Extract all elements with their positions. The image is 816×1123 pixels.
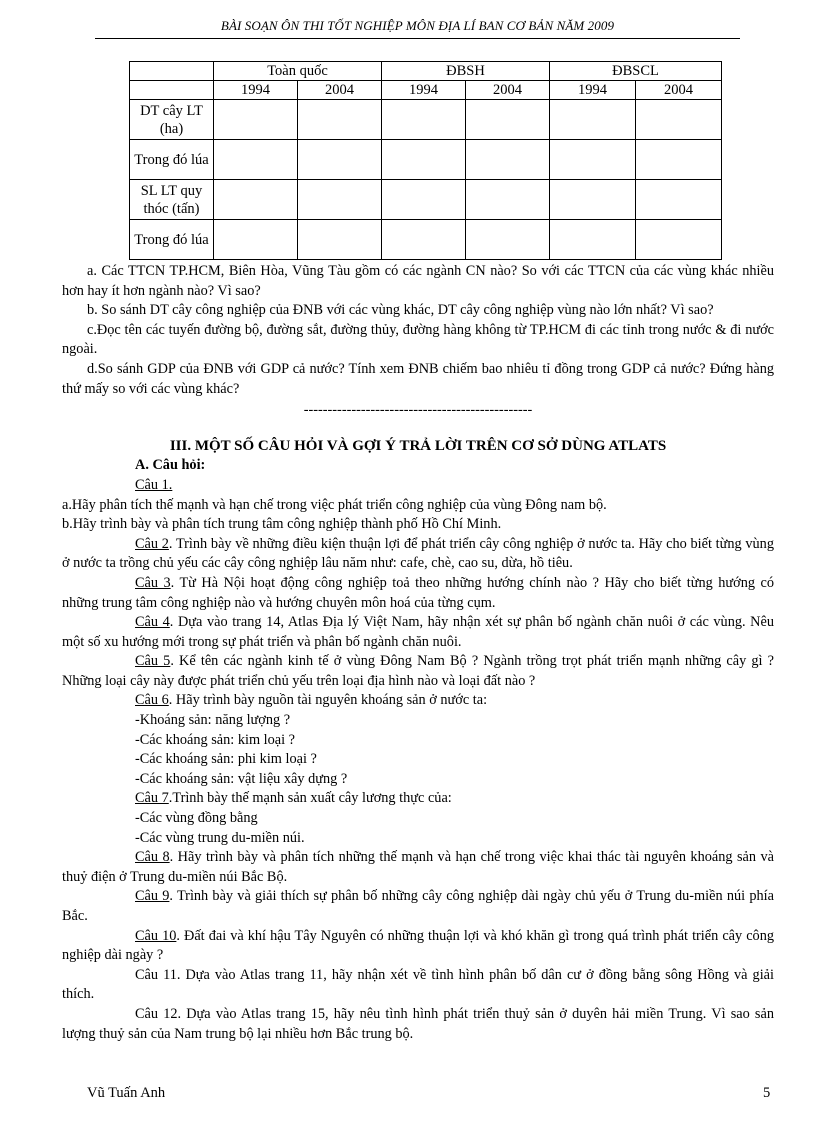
table-row (130, 180, 722, 220)
table-cell (214, 220, 298, 260)
question-1-a: a.Hãy phân tích thế mạnh và hạn chế trong việc phát triển công nghiệp của vùng Đông nam bộ. (62, 496, 607, 513)
question-9-text: . Trình bày và giải thích sự phân bố những cây công nghiệp dài ngày chủ yếu ở Trung du-miền núi phía Bắc. (62, 888, 774, 924)
table-row-label: DT cây LT (ha) (130, 100, 214, 140)
question-5-label: Câu 5 (135, 653, 171, 670)
table-year-row (130, 81, 722, 100)
list-item: -Các khoáng sản: vật liệu xây dựng ? (135, 770, 348, 787)
table-group-header: ĐBSCL (550, 62, 722, 81)
table-row-label: SL LT quy thóc (tấn) (130, 180, 214, 220)
table-cell (466, 100, 550, 140)
question-2-text: . Trình bày về những điều kiện thuận lợi để phát triển cây công nghiệp ở nước ta. Hãy cho biết từng vùng ở nước ta trồng chủ yếu các cây công nghiệp lâu năm như: cafe, chè, cao su, dừa, hồ tiêu. (62, 535, 774, 572)
question-8-text: . Hãy trình bày và phân tích những thế mạnh và hạn chế trong việc khai thác tài nguyên khoáng sản và thuỷ điện ở Trung du-miền núi Bắc Bộ. (62, 849, 774, 885)
table-year-header: 1994 (214, 81, 298, 100)
question-1-b: b.Hãy trình bày và phân tích trung tâm công nghiệp thành phố Hồ Chí Minh. (62, 516, 502, 533)
data-table (129, 61, 722, 260)
table-cell (382, 220, 466, 260)
table-corner-cell (130, 81, 214, 100)
question-d: d.So sánh GDP của ĐNB với GDP cả nước? Tính xem ĐNB chiếm bao nhiêu tỉ đồng trong GDP cả nước? Đứng hàng thứ mấy so với các vùng khác? (62, 360, 774, 397)
table-cell (298, 100, 382, 140)
table-cell (214, 180, 298, 220)
question-1-label: Câu 1. (135, 476, 173, 493)
question-6-label: Câu 6 (135, 692, 169, 709)
section-subtitle: A. Câu hỏi: (135, 457, 206, 474)
table-year-header: 1994 (550, 81, 636, 100)
question-7 (62, 789, 774, 809)
question-6-text: . Hãy trình bày nguồn tài nguyên khoáng sản ở nước ta: (168, 692, 488, 709)
question-4-text: . Dựa vào trang 14, Atlas Địa lý Việt Nam, hãy nhận xét sự phân bố ngành chăn nuôi ở các vùng. Nêu một số xu hướng mới trong sự phát triển và phân bố ngành chăn nuôi. (62, 614, 774, 650)
table-cell (298, 220, 382, 260)
question-8-label: Câu 8 (135, 849, 170, 866)
question-4-label: Câu 4 (135, 614, 170, 631)
table-year-header: 2004 (298, 81, 382, 100)
table-cell (550, 220, 636, 260)
table-cell (382, 180, 466, 220)
question-2-label: Câu 2 (135, 535, 169, 552)
question-10-text: . Đất đai và khí hậu Tây Nguyên có những thuận lợi và khó khăn gì trong quá trình phát triển cây công nghiệp dài ngày ? (62, 927, 774, 964)
question-3 (62, 574, 774, 613)
table-row (130, 140, 722, 180)
question-4 (62, 613, 774, 652)
question-7-text: .Trình bày thế mạnh sản xuất cây lương thực của: (168, 790, 452, 807)
question-11: Câu 11. Dựa vào Atlas trang 11, hãy nhận xét về tình hình phân bố dân cư ở đồng bằng sông Hồng và giải thích. (62, 966, 774, 1003)
question-3-label: Câu 3 (135, 574, 171, 591)
table-cell (382, 140, 466, 180)
footer-author: Vũ Tuấn Anh (87, 1085, 166, 1101)
table-row-label: Trong đó lúa (130, 220, 214, 260)
table-cell (298, 140, 382, 180)
page-content (62, 262, 774, 1044)
table-cell (636, 140, 722, 180)
table-group-header: ĐBSH (382, 62, 550, 81)
table-group-header: Toàn quốc (214, 62, 382, 81)
table-cell (214, 100, 298, 140)
list-item: -Các vùng đồng bằng (135, 810, 258, 827)
table-corner-cell (130, 62, 214, 81)
table-cell (550, 100, 636, 140)
separator-line: ------------------------------------------------ (303, 402, 533, 419)
table-cell (636, 180, 722, 220)
list-item: -Các vùng trung du-miền núi. (135, 829, 305, 846)
question-6 (62, 691, 774, 711)
table-cell (636, 220, 722, 260)
question-8 (62, 848, 774, 887)
question-10 (62, 927, 774, 966)
question-10-label: Câu 10 (135, 927, 177, 944)
question-9 (62, 887, 774, 926)
page-header: BÀI SOẠN ÔN THI TỐT NGHIỆP MÔN ĐỊA LÍ BAN CƠ BẢN NĂM 2009 (220, 18, 615, 33)
header-rule (95, 38, 740, 39)
table-cell (466, 220, 550, 260)
question-5 (62, 652, 774, 691)
table-row (130, 220, 722, 260)
question-a: a. Các TTCN TP.HCM, Biên Hòa, Vũng Tàu gồm có các ngành CN nào? So với các TTCN của các vùng khác nhiều hơn hay ít hơn ngành nào? Vì sao? (62, 263, 774, 299)
question-9-label: Câu 9 (135, 888, 170, 905)
section-title: III. MỘT SỐ CÂU HỎI VÀ GỢI Ý TRẢ LỜI TRÊN CƠ SỞ DÙNG ATLATS (169, 437, 667, 454)
table-cell (214, 140, 298, 180)
list-item: -Các khoáng sản: phi kim loại ? (135, 751, 317, 768)
question-c: c.Đọc tên các tuyến đường bộ, đường sắt, đường thủy, đường hàng không từ TP.HCM đi các tỉnh trong nước & đi nước ngoài. (62, 321, 774, 358)
table-row (130, 100, 722, 140)
table-header-row (130, 62, 722, 81)
table-year-header: 1994 (382, 81, 466, 100)
table-cell (550, 140, 636, 180)
table-row-label: Trong đó lúa (130, 140, 214, 180)
question-b: b. So sánh DT cây công nghiệp của ĐNB với các vùng khác, DT cây công nghiệp vùng nào lớn nhất? Vì sao? (87, 302, 714, 319)
question-1-heading (62, 476, 774, 496)
list-item: -Khoáng sản: năng lượng ? (135, 712, 291, 729)
page-number: 5 (763, 1085, 771, 1101)
table-cell (466, 140, 550, 180)
table-cell (550, 180, 636, 220)
table-year-header: 2004 (466, 81, 550, 100)
question-7-label: Câu 7 (135, 790, 169, 807)
table-cell (298, 180, 382, 220)
question-12: Câu 12. Dựa vào Atlas trang 15, hãy nêu tình hình phát triển thuỷ sản ở duyên hải miền Trung. Vì sao sản lượng thuỷ sản của Nam trung bộ lại nhiều hơn Bắc trung bộ. (62, 1005, 774, 1042)
question-5-text: . Kể tên các ngành kinh tế ở vùng Đông Nam Bộ ? Ngành trồng trọt phát triển mạnh những cây gì ? Những loại cây này được phát triển chủ yếu trên loại địa hình nào và loại đất nào ? (62, 653, 774, 689)
table-cell (466, 180, 550, 220)
table-cell (382, 100, 466, 140)
question-3-text: . Từ Hà Nội hoạt động công nghiệp toả theo những hướng chính nào ? Hãy cho biết từng hướng có những trung tâm công nghiệp nào và hướng chuyên môn hoá của từng cụm. (62, 574, 774, 611)
table-cell (636, 100, 722, 140)
list-item: -Các khoáng sản: kim loại ? (135, 731, 296, 748)
table-year-header: 2004 (636, 81, 722, 100)
question-2 (62, 535, 774, 574)
